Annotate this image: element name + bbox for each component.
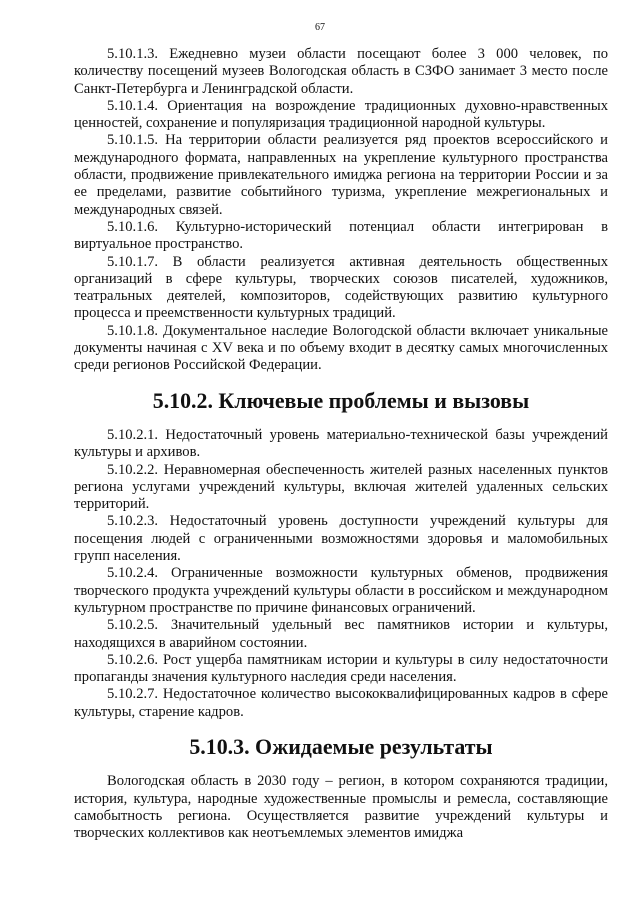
paragraph-5-10-2-7: 5.10.2.7. Недостаточное количество высококвалифицированных кадров в сфере культуры, старение кадров. bbox=[74, 686, 608, 720]
paragraph-5-10-2-4: 5.10.2.4. Ограниченные возможности культурных обменов, продвижения творческого продукта учреждений культуры области в российском и международном культурном пространстве по причине финансовых ограничений. bbox=[74, 565, 608, 616]
paragraph-5-10-2-6: 5.10.2.6. Рост ущерба памятникам истории и культуры в силу недостаточности пропаганды значения культурного наследия среди населения. bbox=[74, 651, 608, 686]
section-problems bbox=[74, 427, 608, 721]
paragraph-5-10-1-8: 5.10.1.8. Документальное наследие Вологодской области включает уникальные документы начиная с XV века и по объему входит в десятку самых многочисленных среди регионов Российской Федерации. bbox=[74, 322, 608, 374]
paragraph-5-10-2-1: 5.10.2.1. Недостаточный уровень материально-технической базы учреждений культуры и архивов. bbox=[74, 426, 608, 461]
section-results bbox=[74, 773, 608, 842]
section-heading-results: 5.10.3. Ожидаемые результаты bbox=[189, 733, 493, 759]
paragraph-5-10-2-2: 5.10.2.2. Неравномерная обеспеченность жителей разных населенных пунктов региона услугами учреждений культуры, включая жителей удаленных сельских территорий. bbox=[74, 461, 608, 513]
paragraph-5-10-1-7: 5.10.1.7. В области реализуется активная деятельность общественных организаций в сфере культуры, творческих союзов писателей, художников, театральных деятелей, композиторов, содействующих развитию культурного процесса и преемственности культурных традиций. bbox=[74, 253, 608, 322]
paragraph-5-10-1-4: 5.10.1.4. Ориентация на возрождение традиционных духовно-нравственных ценностей, сохранение и популяризация традиционной народной культуры. bbox=[74, 97, 608, 132]
document-body bbox=[74, 46, 608, 842]
section-strengths bbox=[74, 46, 608, 375]
paragraph-results-intro: Вологодская область в 2030 году – регион, в котором сохраняются традиции, история, культура, народные художественные промыслы и ремесла, составляющие самобытность региона. Осуществляется развитие учреждений культуры и творческих коллективов как неотъемлемых элементов имиджа bbox=[74, 773, 608, 842]
paragraph-5-10-1-5: 5.10.1.5. На территории области реализуется ряд проектов всероссийского и международного формата, направленных на укрепление культурного пространства области, продвижение привлекательного имиджа региона на территории России и за ее пределами, развитие событийного туризма, укрепление межрегиональных и международных связей. bbox=[74, 132, 608, 218]
paragraph-5-10-1-3: 5.10.1.3. Ежедневно музеи области посещают более 3 000 человек, по количеству посещений музеев Вологодская область в СЗФО занимает 3 место после Санкт-Петербурга и Ленинградской области. bbox=[74, 46, 608, 97]
section-heading-problems: 5.10.2. Ключевые проблемы и вызовы bbox=[152, 387, 530, 413]
page-number: 67 bbox=[315, 22, 325, 33]
paragraph-5-10-2-3: 5.10.2.3. Недостаточный уровень доступности учреждений культуры для посещения людей с ограниченными возможностями здоровья и маломобильных групп населения. bbox=[74, 513, 608, 565]
paragraph-5-10-1-6: 5.10.1.6. Культурно-исторический потенциал области интегрирован в виртуальное пространство. bbox=[74, 218, 608, 253]
paragraph-5-10-2-5: 5.10.2.5. Значительный удельный вес памятников истории и культуры, находящихся в аварийном состоянии. bbox=[74, 617, 608, 651]
